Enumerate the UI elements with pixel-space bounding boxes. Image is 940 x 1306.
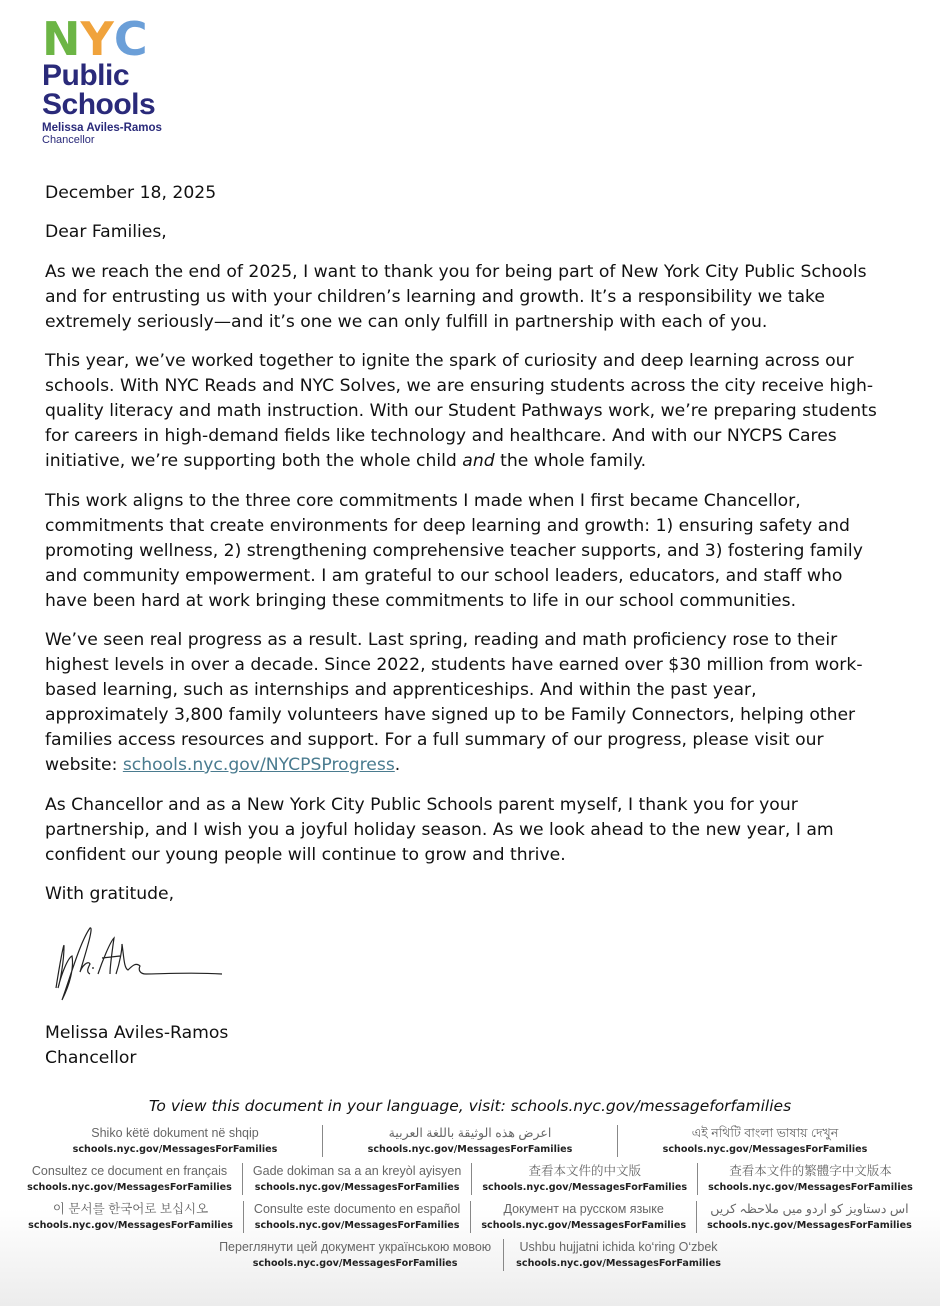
signature-block [45,1021,228,1071]
paragraph-2-text-a: This year, we’ve worked together to ignite the spark of curiosity and deep learning across our schools. With NYC Reads and NYC Solves, we are ensuring students across the city receive high-quality literacy and math instruction. With our Student Pathways work, we’re preparing students for careers in high-demand fields like technology and healthcare. And with our NYCPS Cares initiative, we’re supporting both the whole child [45,351,877,471]
language-row [0,1125,940,1157]
language-url[interactable]: schools.nyc.gov/MessagesForFamilies [367,1144,573,1155]
language-url[interactable]: schools.nyc.gov/MessagesForFamilies [482,1182,688,1193]
paragraph-4-text: We’ve seen real progress as a result. Last spring, reading and math proficiency rose to their highest levels in over a decade. Since 2022, students have earned over $30 million from work-based learning, such as internships and apprenticeships. And within the past year, approximately 3,800 family volunteers have signed up to be Family Connectors, helping other families access resources and support. For a full summary of our progress, please visit our website: [45,630,863,775]
language-label: Consultez ce document en français [31,1164,228,1178]
logo-letter-c: C [113,12,146,66]
language-label: 查看本文件的中文版 [528,1164,641,1178]
language-label: Shiko këtë dokument në shqip [91,1126,259,1140]
signature-image [50,922,230,1007]
language-item-french[interactable] [17,1163,242,1195]
language-row [0,1201,940,1233]
language-item-chinese-traditional[interactable] [697,1163,923,1195]
language-label: اعرض هذه الوثيقة باللغة العربية [388,1126,552,1140]
language-item-spanish[interactable] [243,1201,470,1233]
language-url[interactable]: schools.nyc.gov/MessagesForFamilies [254,1220,460,1231]
nyc-public-schools-logo [42,12,182,146]
paragraph-3: This work aligns to the three core commitments I made when I first became Chancellor, commitments that create environments for deep learning and growth: 1) ensuring safety and promoting wellness, 2) strengthening comprehensive teacher supports, and 3) fostering family and community empowerment. I am grateful to our school leaders, educators, and staff who have been hard at work bringing these commitments to life in our school communities. [45,490,863,611]
language-url[interactable]: schools.nyc.gov/MessagesForFamilies [28,1220,233,1231]
paragraph-4 [45,628,885,778]
language-label: Consulte este documento en español [253,1202,461,1216]
progress-link[interactable]: schools.nyc.gov/NYCPSProgress [122,755,395,775]
language-url[interactable]: schools.nyc.gov/MessagesForFamilies [27,1182,232,1193]
language-footer-heading: To view this document in your language, visit: schools.nyc.gov/messageforfamilies [148,1097,792,1115]
nyc-wordmark [42,12,182,66]
language-label: এই নথিটি বাংলা ভাষায় দেখুন [691,1126,839,1140]
paragraph-2 [45,349,885,474]
signer-name: Melissa Aviles-Ramos [45,1023,229,1043]
language-item-haitian-creole[interactable] [242,1163,471,1195]
language-item-arabic[interactable] [322,1125,617,1157]
language-label: Ushbu hujjatni ichida ko‘ring O‘zbek [519,1240,718,1254]
language-item-korean[interactable] [18,1201,243,1233]
language-label: 查看本文件的繁體字中文版本 [729,1164,892,1178]
language-label: اس دستاویز کو اردو میں ملاحظہ کریں [710,1202,909,1216]
logo-public: Public [42,59,130,92]
signer-title: Chancellor [45,1048,137,1068]
language-label: Переглянути цей документ українською мовою [219,1240,492,1254]
language-url[interactable]: schools.nyc.gov/MessagesForFamilies [254,1182,460,1193]
language-url[interactable]: schools.nyc.gov/MessagesForFamilies [708,1182,913,1193]
language-url[interactable]: schools.nyc.gov/MessagesForFamilies [516,1258,721,1269]
paragraph-5: As Chancellor and as a New York City Public Schools parent myself, I thank you for your partnership, and I wish you a joyful holiday season. As we look ahead to the new year, I am confident our young people will continue to grow and thrive. [45,794,834,865]
language-item-uzbek[interactable] [503,1239,733,1271]
language-item-chinese-simplified[interactable] [471,1163,697,1195]
closing: With gratitude, [45,884,175,904]
paragraph-2-emphasis: and [462,451,495,471]
language-item-bengali[interactable] [617,1125,912,1157]
logo-schools: Schools [42,88,156,121]
language-row [0,1239,940,1271]
language-item-ukrainian[interactable] [207,1239,503,1271]
logo-letter-y: Y [80,12,112,66]
language-item-albanian[interactable] [28,1125,322,1157]
language-label: Документ на русском языке [503,1202,664,1216]
logo-chancellor-name: Melissa Aviles-Ramos [42,122,162,134]
letter-date: December 18, 2025 [45,183,217,203]
language-item-urdu[interactable] [696,1201,922,1233]
logo-letter-n: N [42,12,79,66]
letter-body [45,181,885,922]
language-label: Gade dokiman sa a an kreyòl ayisyen [252,1164,462,1178]
language-url[interactable]: schools.nyc.gov/MessagesForFamilies [481,1220,687,1231]
language-row [0,1163,940,1195]
language-item-russian[interactable] [470,1201,696,1233]
paragraph-2-text-b: the whole family. [494,451,647,471]
language-url[interactable]: schools.nyc.gov/MessagesForFamilies [252,1258,458,1269]
language-footer [0,1090,940,1306]
language-label: 이 문서를 한국어로 보십시오 [52,1202,209,1216]
language-url[interactable]: schools.nyc.gov/MessagesForFamilies [662,1144,868,1155]
language-url[interactable]: schools.nyc.gov/MessagesForFamilies [707,1220,912,1231]
salutation: Dear Families, [45,222,167,242]
language-url[interactable]: schools.nyc.gov/MessagesForFamilies [72,1144,278,1155]
logo-chancellor-title: Chancellor [42,134,95,146]
paragraph-1: As we reach the end of 2025, I want to thank you for being part of New York City Public Schools and for entrusting us with your children’s learning and growth. It’s a responsibility we take extremely seriously—and it’s one we can only fulfill in partnership with each of you. [45,261,867,332]
paragraph-4-end: . [394,755,401,775]
